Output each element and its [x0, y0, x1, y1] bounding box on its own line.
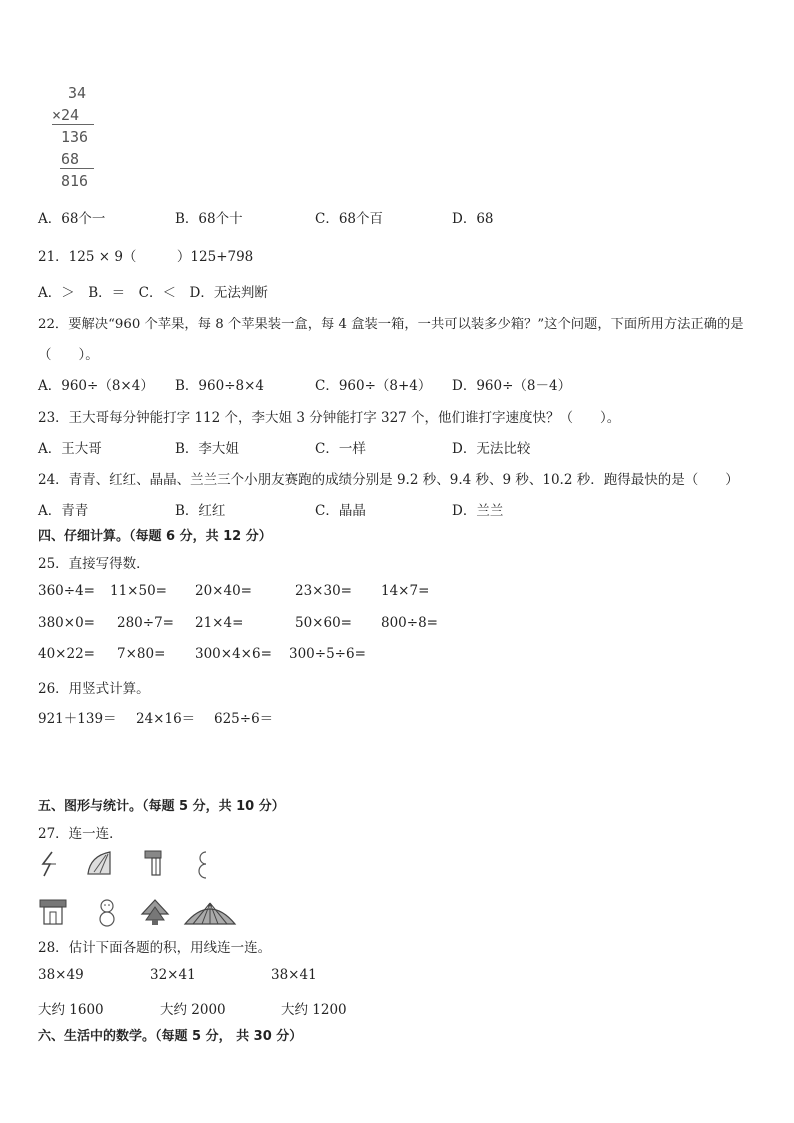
q24-option-a[interactable]: A．青青	[38, 503, 89, 519]
umbrella-icon[interactable]	[183, 900, 237, 926]
q20-option-a[interactable]: A．68个一	[38, 211, 106, 227]
lightning-half-icon[interactable]	[38, 850, 60, 878]
umbrella-half-icon[interactable]	[86, 850, 114, 878]
q23-option-b[interactable]: B．李大姐	[175, 441, 239, 457]
q28-answer[interactable]: 大约 2000	[160, 1002, 226, 1018]
vertical-calc-line-4: 68	[61, 150, 80, 168]
house-half-icon[interactable]	[143, 848, 163, 878]
snowman-half-icon[interactable]	[196, 850, 210, 880]
q25-stem: 25．直接写得数．	[38, 556, 150, 572]
q28-expr[interactable]: 38×41	[271, 967, 317, 983]
tree-icon[interactable]	[140, 898, 170, 926]
q23-option-a[interactable]: A．王大哥	[38, 441, 102, 457]
q25-item: 21×4=	[195, 615, 244, 631]
q28-answer[interactable]: 大约 1600	[38, 1002, 104, 1018]
q23-stem: 23．王大哥每分钟能打字 112 个，李大姐 3 分钟能打字 327 个，他们谁打字速度快？（ ）。	[38, 410, 621, 426]
q25-item: 280÷7=	[117, 615, 174, 631]
q22-option-d[interactable]: D．960÷（8－4）	[452, 378, 572, 394]
q25-item: 800÷8=	[381, 615, 438, 631]
q20-option-d[interactable]: D．68	[452, 211, 494, 227]
q24-option-c[interactable]: C．晶晶	[315, 503, 366, 519]
q26-item: 625÷6＝	[214, 711, 274, 727]
q24-option-b[interactable]: B．红红	[175, 503, 226, 519]
q21-options[interactable]: A．＞ B．＝ C．＜ D．无法判断	[38, 285, 268, 301]
q28-expr[interactable]: 32×41	[150, 967, 196, 983]
q26-item: 24×16＝	[136, 711, 196, 727]
q23-option-d[interactable]: D．无法比较	[452, 441, 531, 457]
q20-option-b[interactable]: B．68个十	[175, 211, 243, 227]
q28-stem: 28．估计下面各题的积，用线连一连。	[38, 940, 272, 956]
q24-option-d[interactable]: D．兰兰	[452, 503, 504, 519]
q26-stem: 26．用竖式计算。	[38, 681, 150, 697]
section-4-heading: 四、仔细计算。（每题 6 分，共 12 分）	[38, 529, 272, 544]
vertical-calc-line-2: ×24	[52, 106, 80, 124]
q26-item: 921＋139＝	[38, 711, 117, 727]
q25-item: 300÷5÷6=	[289, 646, 366, 662]
q23-option-c[interactable]: C．一样	[315, 441, 366, 457]
q28-expr[interactable]: 38×49	[38, 967, 84, 983]
q25-item: 14×7=	[381, 583, 430, 599]
vertical-calc-rule-1	[52, 124, 94, 125]
q25-item: 7×80=	[117, 646, 166, 662]
vertical-calc-line-5: 816	[61, 172, 89, 190]
house-icon[interactable]	[38, 898, 68, 926]
q27-stem: 27．连一连．	[38, 826, 123, 842]
section-5-heading: 五、图形与统计。（每题 5 分，共 10 分）	[38, 799, 285, 814]
q25-item: 23×30=	[295, 583, 352, 599]
q22-option-b[interactable]: B．960÷8×4	[175, 378, 264, 394]
q25-item: 11×50=	[110, 583, 167, 599]
q24-stem: 24．青青、红红、晶晶、兰兰三个小朋友赛跑的成绩分别是 9.2 秒、9.4 秒、9 秒、10.2 秒．跑得最快的是（ ）	[38, 472, 739, 488]
q22-stem-line-2: （ ）。	[38, 347, 99, 363]
vertical-calc-rule-2	[60, 168, 94, 169]
snowman-icon[interactable]	[96, 898, 118, 928]
vertical-calc-line-1: 34	[68, 84, 87, 102]
section-6-heading: 六、生活中的数学。（每题 5 分， 共 30 分）	[38, 1029, 303, 1044]
q25-item: 360÷4=	[38, 583, 95, 599]
q25-item: 50×60=	[295, 615, 352, 631]
q25-item: 380×0=	[38, 615, 95, 631]
q25-item: 20×40=	[195, 583, 252, 599]
q22-stem-line-1: 22．要解决“960 个苹果，每 8 个苹果装一盒，每 4 盒装一箱，一共可以装多少箱？”这个问题，下面所用方法正确的是	[38, 317, 744, 332]
q21-stem: 21．125 × 9（ ）125+798	[38, 249, 254, 265]
q28-answer[interactable]: 大约 1200	[281, 1002, 347, 1018]
q25-item: 300×4×6=	[195, 646, 272, 662]
vertical-calc-line-3: 136	[61, 128, 89, 146]
q22-option-c[interactable]: C．960÷（8+4）	[315, 378, 432, 394]
q22-option-a[interactable]: A．960÷（8×4）	[38, 378, 154, 394]
q25-item: 40×22=	[38, 646, 95, 662]
q20-option-c[interactable]: C．68个百	[315, 211, 384, 227]
